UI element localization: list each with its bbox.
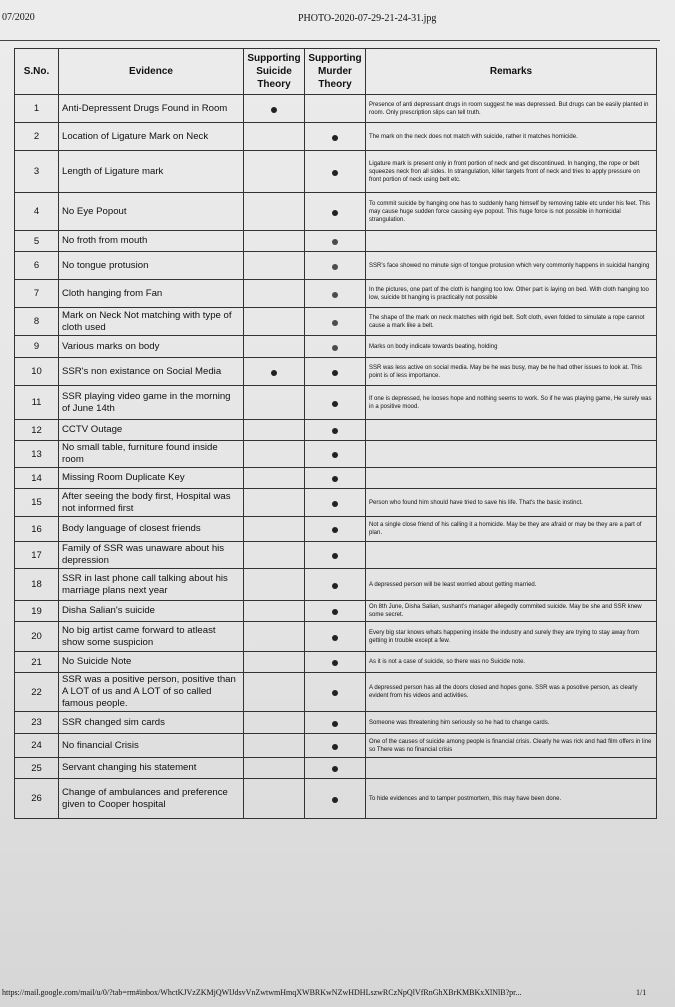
murder-theory-cell [305, 673, 366, 712]
bullet-dot-icon [332, 452, 338, 458]
serial-number-cell: 11 [15, 386, 59, 420]
table-row [15, 758, 657, 779]
murder-theory-cell [305, 517, 366, 542]
murder-theory-cell [305, 95, 366, 123]
bullet-dot-icon [332, 583, 338, 589]
murder-theory-cell [305, 151, 366, 193]
footer-page-number: 1/1 [636, 988, 647, 997]
evidence-table [14, 48, 657, 819]
murder-theory-cell [305, 734, 366, 758]
evidence-cell: SSR in last phone call talking about his marriage plans next year [59, 569, 244, 601]
footer-url: https://mail.google.com/mail/u/0/?tab=rm#inbox/WhctKJVzZKMjQWlJdsvVnZwtwmHmqXWBRKwNZwHDHLszwRCzNpQlVfRnGhXBrKMBKxXlNlB?pr... [2, 988, 522, 997]
serial-number-cell: 22 [15, 673, 59, 712]
murder-theory-cell [305, 779, 366, 819]
remarks-cell: Marks on body indicate towards beating, holding [366, 336, 657, 358]
murder-theory-cell [305, 358, 366, 386]
serial-number-cell: 2 [15, 123, 59, 151]
remarks-cell: The shape of the mark on neck matches with rigid belt. Soft cloth, even folded to simulate a rope cannot cause a mark like a belt. [366, 308, 657, 336]
bullet-dot-icon [332, 239, 338, 245]
suicide-theory-cell [244, 569, 305, 601]
table-row [15, 601, 657, 622]
murder-theory-cell [305, 712, 366, 734]
serial-number-cell: 4 [15, 193, 59, 231]
evidence-cell: SSR playing video game in the morning of June 14th [59, 386, 244, 420]
suicide-theory-cell [244, 386, 305, 420]
remarks-cell: Presence of anti depressant drugs in room suggest he was depressed. But drugs can be easily planted in room. Only prescription slips can tell truth. [366, 95, 657, 123]
remarks-cell: In the pictures, one part of the cloth is hanging too low. Other part is laying on bed. With cloth hanging too low, suicide bt hanging is practically not possible [366, 280, 657, 308]
suicide-theory-cell [244, 420, 305, 441]
print-date: 07/2020 [2, 12, 35, 23]
suicide-theory-cell [244, 151, 305, 193]
evidence-cell: Body language of closest friends [59, 517, 244, 542]
remarks-cell: Not a single close friend of his calling it a homicide. May be they are afraid or may be they are a part of plan. [366, 517, 657, 542]
bullet-dot-icon [332, 135, 338, 141]
bullet-dot-icon [332, 370, 338, 376]
bullet-dot-icon [332, 660, 338, 666]
remarks-cell: A depressed person has all the doors closed and hopes gone. SSR was a posotive person, as clearly evident from his videos and activities. [366, 673, 657, 712]
table-row [15, 308, 657, 336]
evidence-cell: Servant changing his statement [59, 758, 244, 779]
evidence-cell: No small table, furniture found inside room [59, 441, 244, 468]
suicide-theory-cell [244, 673, 305, 712]
remarks-cell [366, 420, 657, 441]
remarks-cell: The mark on the neck does not match with suicide, rather it matches homicide. [366, 123, 657, 151]
serial-number-cell: 6 [15, 252, 59, 280]
column-header-remarks: Remarks [366, 49, 657, 95]
murder-theory-cell [305, 468, 366, 489]
table-row [15, 489, 657, 517]
murder-theory-cell [305, 569, 366, 601]
bullet-dot-icon [332, 635, 338, 641]
murder-theory-cell [305, 601, 366, 622]
serial-number-cell: 16 [15, 517, 59, 542]
suicide-theory-cell [244, 95, 305, 123]
evidence-cell: Missing Room Duplicate Key [59, 468, 244, 489]
serial-number-cell: 7 [15, 280, 59, 308]
remarks-cell: To hide evidences and to tamper postmortem, this may have been done. [366, 779, 657, 819]
bullet-dot-icon [332, 476, 338, 482]
table-row [15, 95, 657, 123]
serial-number-cell: 14 [15, 468, 59, 489]
serial-number-cell: 8 [15, 308, 59, 336]
remarks-cell [366, 758, 657, 779]
remarks-cell: Someone was threatening him seriously so he had to change cards. [366, 712, 657, 734]
remarks-cell: One of the causes of suicide among people is financial crisis. Clearly he was rick and had film offers in line so There was no financial crisis [366, 734, 657, 758]
table-row [15, 517, 657, 542]
murder-theory-cell [305, 622, 366, 652]
bullet-dot-icon [332, 292, 338, 298]
remarks-cell: SSR was less active on social media. May be he was busy, may be he had other issues to look at. This point is of less importance. [366, 358, 657, 386]
murder-theory-cell [305, 652, 366, 673]
evidence-cell: Family of SSR was unaware about his depression [59, 542, 244, 569]
table-row [15, 673, 657, 712]
serial-number-cell: 3 [15, 151, 59, 193]
serial-number-cell: 21 [15, 652, 59, 673]
table-header-row [15, 49, 657, 95]
header-divider [0, 40, 660, 41]
serial-number-cell: 25 [15, 758, 59, 779]
suicide-theory-cell [244, 517, 305, 542]
bullet-dot-icon [332, 345, 338, 351]
suicide-theory-cell [244, 734, 305, 758]
suicide-theory-cell [244, 231, 305, 252]
suicide-theory-cell [244, 489, 305, 517]
column-header-murder: Supporting Murder Theory [305, 49, 366, 95]
evidence-cell: Cloth hanging from Fan [59, 280, 244, 308]
bullet-dot-icon [332, 428, 338, 434]
remarks-cell: Ligature mark is present only in front portion of neck and get discontinued. In hanging, the rope or belt squeezes neck fron all sides. In strangulation, killer targets front of neck and tries to apply pressure on front portion of neck using belt etc. [366, 151, 657, 193]
serial-number-cell: 1 [15, 95, 59, 123]
bullet-dot-icon [332, 721, 338, 727]
table-row [15, 420, 657, 441]
murder-theory-cell [305, 420, 366, 441]
evidence-cell: Mark on Neck Not matching with type of cloth used [59, 308, 244, 336]
suicide-theory-cell [244, 280, 305, 308]
serial-number-cell: 26 [15, 779, 59, 819]
table-row [15, 441, 657, 468]
remarks-cell: On 8th June, Disha Salian, sushant's manager allegedly commited suicide. May be she and SSR knew some secret. [366, 601, 657, 622]
remarks-cell: SSR's face showed no minute sign of tongue protusion which very commonly happens in suicidal hanging [366, 252, 657, 280]
bullet-dot-icon [332, 264, 338, 270]
murder-theory-cell [305, 489, 366, 517]
table-row [15, 231, 657, 252]
suicide-theory-cell [244, 468, 305, 489]
remarks-cell: If one is depressed, he looses hope and nothing seems to work. So if he was playing game, He surely was in a positive mood. [366, 386, 657, 420]
remarks-cell: Person who found him should have tried to save his life. That's the basic instinct. [366, 489, 657, 517]
suicide-theory-cell [244, 712, 305, 734]
remarks-cell: Every big star knows whats happening inside the industry and surely they are trying to stay away from getting in trouble except a few. [366, 622, 657, 652]
table-row [15, 468, 657, 489]
table-row [15, 542, 657, 569]
table-row [15, 151, 657, 193]
column-header-sno: S.No. [15, 49, 59, 95]
suicide-theory-cell [244, 358, 305, 386]
table-row [15, 386, 657, 420]
murder-theory-cell [305, 252, 366, 280]
evidence-cell: No Eye Popout [59, 193, 244, 231]
murder-theory-cell [305, 231, 366, 252]
evidence-cell: Location of Ligature Mark on Neck [59, 123, 244, 151]
evidence-cell: No big artist came forward to atleast show some suspicion [59, 622, 244, 652]
table-row [15, 336, 657, 358]
table-row [15, 358, 657, 386]
suicide-theory-cell [244, 308, 305, 336]
serial-number-cell: 17 [15, 542, 59, 569]
remarks-cell [366, 441, 657, 468]
suicide-theory-cell [244, 441, 305, 468]
murder-theory-cell [305, 386, 366, 420]
suicide-theory-cell [244, 758, 305, 779]
serial-number-cell: 20 [15, 622, 59, 652]
serial-number-cell: 9 [15, 336, 59, 358]
bullet-dot-icon [332, 401, 338, 407]
bullet-dot-icon [332, 320, 338, 326]
evidence-cell: No froth from mouth [59, 231, 244, 252]
suicide-theory-cell [244, 542, 305, 569]
evidence-cell: Length of Ligature mark [59, 151, 244, 193]
column-header-evidence: Evidence [59, 49, 244, 95]
suicide-theory-cell [244, 193, 305, 231]
evidence-cell: Change of ambulances and preference given to Cooper hospital [59, 779, 244, 819]
bullet-dot-icon [332, 744, 338, 750]
serial-number-cell: 13 [15, 441, 59, 468]
table-row [15, 123, 657, 151]
evidence-cell: No Suicide Note [59, 652, 244, 673]
remarks-cell [366, 468, 657, 489]
serial-number-cell: 12 [15, 420, 59, 441]
evidence-cell: CCTV Outage [59, 420, 244, 441]
murder-theory-cell [305, 542, 366, 569]
suicide-theory-cell [244, 622, 305, 652]
murder-theory-cell [305, 280, 366, 308]
evidence-cell: SSR was a positive person, positive than A LOT of us and A LOT of so called famous people. [59, 673, 244, 712]
serial-number-cell: 15 [15, 489, 59, 517]
remarks-cell: A depressed person will be least worried about getting married. [366, 569, 657, 601]
bullet-dot-icon [332, 527, 338, 533]
evidence-cell: Disha Salian's suicide [59, 601, 244, 622]
suicide-theory-cell [244, 336, 305, 358]
serial-number-cell: 19 [15, 601, 59, 622]
bullet-dot-icon [271, 370, 277, 376]
file-title: PHOTO-2020-07-29-21-24-31.jpg [298, 13, 437, 24]
table-row [15, 652, 657, 673]
table-row [15, 779, 657, 819]
column-header-suicide: Supporting Suicide Theory [244, 49, 305, 95]
bullet-dot-icon [332, 553, 338, 559]
suicide-theory-cell [244, 252, 305, 280]
bullet-dot-icon [332, 170, 338, 176]
table-row [15, 622, 657, 652]
evidence-cell: Various marks on body [59, 336, 244, 358]
bullet-dot-icon [332, 766, 338, 772]
table-row [15, 193, 657, 231]
serial-number-cell: 10 [15, 358, 59, 386]
evidence-cell: No tongue protusion [59, 252, 244, 280]
table-row [15, 734, 657, 758]
bullet-dot-icon [271, 107, 277, 113]
evidence-cell: After seeing the body first, Hospital was not informed first [59, 489, 244, 517]
evidence-cell: SSR's non existance on Social Media [59, 358, 244, 386]
evidence-cell: Anti-Depressent Drugs Found in Room [59, 95, 244, 123]
table-row [15, 280, 657, 308]
murder-theory-cell [305, 336, 366, 358]
suicide-theory-cell [244, 779, 305, 819]
suicide-theory-cell [244, 123, 305, 151]
table-row [15, 252, 657, 280]
murder-theory-cell [305, 123, 366, 151]
bullet-dot-icon [332, 210, 338, 216]
bullet-dot-icon [332, 797, 338, 803]
remarks-cell: To commit suicide by hanging one has to suddenly hang himself by removing table etc under his feet. This may cause huge sudden force causing eye popout. This huge force is not possible in homicidal strangulation. [366, 193, 657, 231]
remarks-cell [366, 231, 657, 252]
bullet-dot-icon [332, 690, 338, 696]
serial-number-cell: 18 [15, 569, 59, 601]
suicide-theory-cell [244, 652, 305, 673]
murder-theory-cell [305, 441, 366, 468]
evidence-cell: No financial Crisis [59, 734, 244, 758]
murder-theory-cell [305, 308, 366, 336]
remarks-cell [366, 542, 657, 569]
bullet-dot-icon [332, 501, 338, 507]
serial-number-cell: 24 [15, 734, 59, 758]
suicide-theory-cell [244, 601, 305, 622]
evidence-cell: SSR changed sim cards [59, 712, 244, 734]
bullet-dot-icon [332, 609, 338, 615]
table-row [15, 569, 657, 601]
remarks-cell: As it is not a case of suicide, so there was no Suicide note. [366, 652, 657, 673]
table-row [15, 712, 657, 734]
serial-number-cell: 23 [15, 712, 59, 734]
serial-number-cell: 5 [15, 231, 59, 252]
murder-theory-cell [305, 758, 366, 779]
murder-theory-cell [305, 193, 366, 231]
